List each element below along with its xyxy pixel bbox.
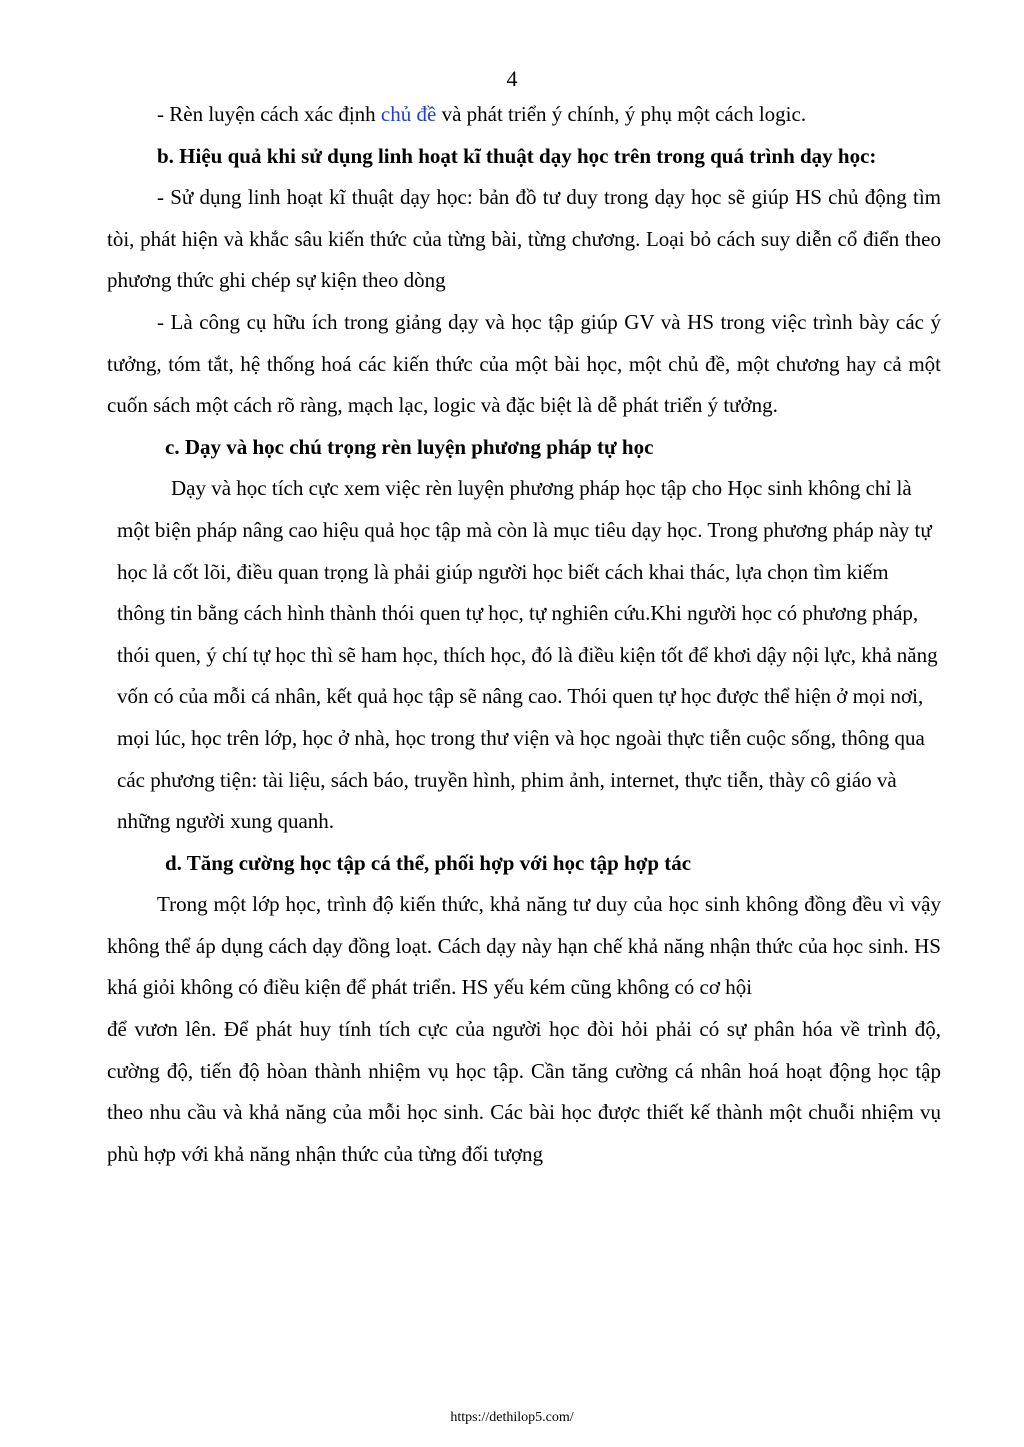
section-b-heading: b. Hiệu quả khi sử dụng linh hoạt kĩ thuật dạy học trên trong quá trình dạy học: [157,143,877,168]
intro-text-after: và phát triển ý chính, ý phụ một cách logic. [436,102,807,126]
section-d-paragraph-2: để vươn lên. Để phát huy tính tích cực của người học đòi hỏi phải có sự phân hóa về trình độ, cường độ, tiến độ hòan thành nhiệm vụ học tập. Cần tăng cường cá nhân hoá hoạt động học tập theo nhu cầu và khả năng của mỗi học sinh. Các bài học được thiết kế thành một chuỗi nhiệm vụ phù hợp với khả năng nhận thức của từng đối tượng [107,1017,941,1166]
intro-line [107,94,941,136]
document-body [107,94,941,1175]
section-b-paragraph-1: - Sử dụng linh hoạt kĩ thuật dạy học: bản đồ tư duy trong dạy học sẽ giúp HS chủ động tìm tòi, phát hiện và khắc sâu kiến thức của từng bài, từng chương. Loại bỏ cách suy diễn cổ điển theo phương thức ghi chép sự kiện theo dòng [107,185,941,293]
section-b-paragraph-2: - Là công cụ hữu ích trong giảng dạy và học tập giúp GV và HS trong việc trình bày các ý tưởng, tóm tắt, hệ thống hoá các kiến thức của một bài học, một chủ đề, một chương hay cả một cuốn sách một cách rõ ràng, mạch lạc, logic và đặc biệt là dễ phát triển ý tưởng. [107,309,941,418]
topic-link[interactable]: chủ đề [380,102,437,126]
section-c-heading: c. Dạy và học chú trọng rèn luyện phương pháp tự học [165,434,654,459]
section-d-heading: d. Tăng cường học tập cá thể, phối hợp với học tập hợp tác [165,850,692,875]
section-d-paragraph-1: Trong một lớp học, trình độ kiến thức, khả năng tư duy của học sinh không đồng đều vì vậy không thể áp dụng cách dạy đồng loạt. Cách dạy này hạn chế khả năng nhận thức của học sinh. HS khá giỏi không có điều kiện để phát triển. HS yếu kém cũng không có cơ hội [107,892,941,1000]
footer-url: https://dethilop5.com/ [450,1410,574,1425]
page-number: 4 [506,66,518,91]
intro-text-before: - Rèn luyện cách xác định [157,102,381,126]
section-c-paragraph: Dạy và học tích cực xem việc rèn luyện phương pháp học tập cho Học sinh không chỉ là một biện pháp nâng cao hiệu quả học tập mà còn là mục tiêu dạy học. Trong phương pháp này tự học lả cốt lõi, điều quan trọng là phải giúp người học biết cách khai thác, lựa chọn tìm kiếm thông tin bằng cách hình thành thói quen tự học, tự nghiên cứu.Khi người học có phương pháp, thói quen, ý chí tự học thì sẽ ham học, thích học, đó là điều kiện tốt để khơi dậy nội lực, khả năng vốn có của mỗi cá nhân, kết quả học tập sẽ nâng cao. Thói quen tự học được thể hiện ở mọi nơi, mọi lúc, học trên lớp, học ở nhà, học trong thư viện và học ngoài thực tiễn cuộc sống, thông qua các phương tiện: tài liệu, sách báo, truyền hình, phim ảnh, internet, thực tiễn, thày cô giáo và những người xung quanh. [117,476,938,834]
